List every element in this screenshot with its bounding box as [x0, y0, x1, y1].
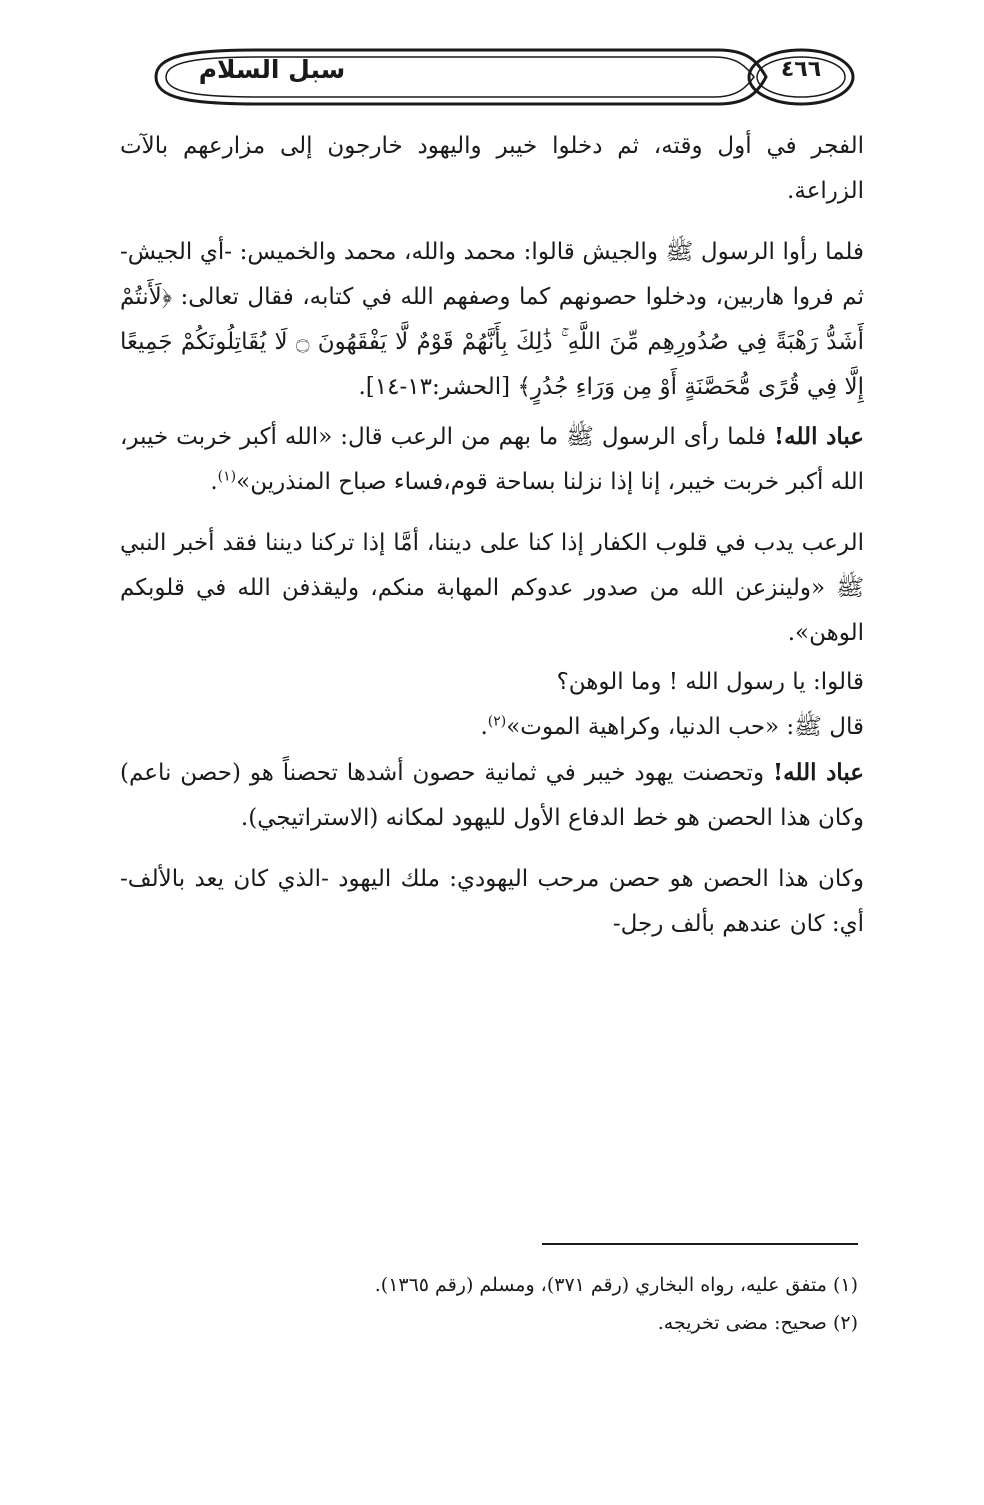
paragraph: وكان هذا الحصن هو حصن مرحب اليهودي: ملك اليهود -الذي كان يعد بالألف- أي: كان عندهم بألف رجل- [120, 866, 864, 937]
paragraph: عباد الله! فلما رأى الرسول ﷺ ما بهم من الرعب قال: «الله أكبر خربت خيبر، الله أكبر خربت خيبر، إنا إذا نزلنا بساحة قوم،فساء صباح المنذرين»$^{(١)}$. [120, 423, 864, 495]
footnote: (١) متفق عليه، رواه البخاري (رقم ٣٧١)، ومسلم (رقم ١٣٦٥). [374, 1274, 858, 1296]
address-lead: عباد الله! [774, 423, 864, 450]
paragraph: الرعب يدب في قلوب الكفار إذا كنا على ديننا، أمَّا إذا تركنا ديننا فقد أخبر النبي ﷺ «ولينزعن الله من صدور عدوكم المهابة منكم، وليقذفن الله في قلوبكم الوهن». [120, 530, 864, 646]
footnote-separator [542, 1243, 858, 1245]
page-header [118, 42, 874, 112]
footnotes [120, 1266, 858, 1342]
paragraph: عباد الله! وتحصنت يهود خيبر في ثمانية حصون أشدها تحصناً هو (حصن ناعم) وكان هذا الحصن هو خط الدفاع الأول لليهود لمكانه (الاستراتيجي). [120, 759, 864, 831]
footnote: (٢) صحيح: مضى تخريجه. [657, 1312, 858, 1334]
page-number: ٤٦٦ [780, 57, 822, 82]
paragraph: قالوا: يا رسول الله ! وما الوهن؟ [556, 669, 864, 695]
paragraph: فلما رأوا الرسول ﷺ والجيش قالوا: محمد والله، محمد والخميس: -أي الجيش- ثم فروا هاربين، ودخلوا حصونهم كما وصفهم الله في كتابه، فقال تعالى: ﴿لَأَنتُمْ أَشَدُّ رَهْبَةً فِي صُدُورِهِم مِّنَ اللَّهِ ۚ ذَٰلِكَ بِأَنَّهُمْ قَوْمٌ لَّا يَفْقَهُونَ ۝ لَا يُقَاتِلُونَكُمْ جَمِيعًا إِلَّا فِي قُرًى مُّحَصَّنَةٍ أَوْ مِن وَرَاءِ جُدُرٍ﴾ [الحشر:١٣-١٤]. [120, 239, 864, 400]
paragraph: الفجر في أول وقته، ثم دخلوا خيبر واليهود خارجون إلى مزارعهم بالآت الزراعة. [120, 133, 864, 204]
footnote-ref: (٢) [487, 713, 507, 730]
address-lead: عباد الله! [773, 759, 864, 786]
paragraph: قال ﷺ: «حب الدنيا، وكراهية الموت»$^{(٢)}$. [480, 713, 864, 740]
running-title: سبل السلام [198, 55, 346, 84]
main-text [120, 124, 864, 947]
footnote-ref: (١) [217, 468, 237, 485]
